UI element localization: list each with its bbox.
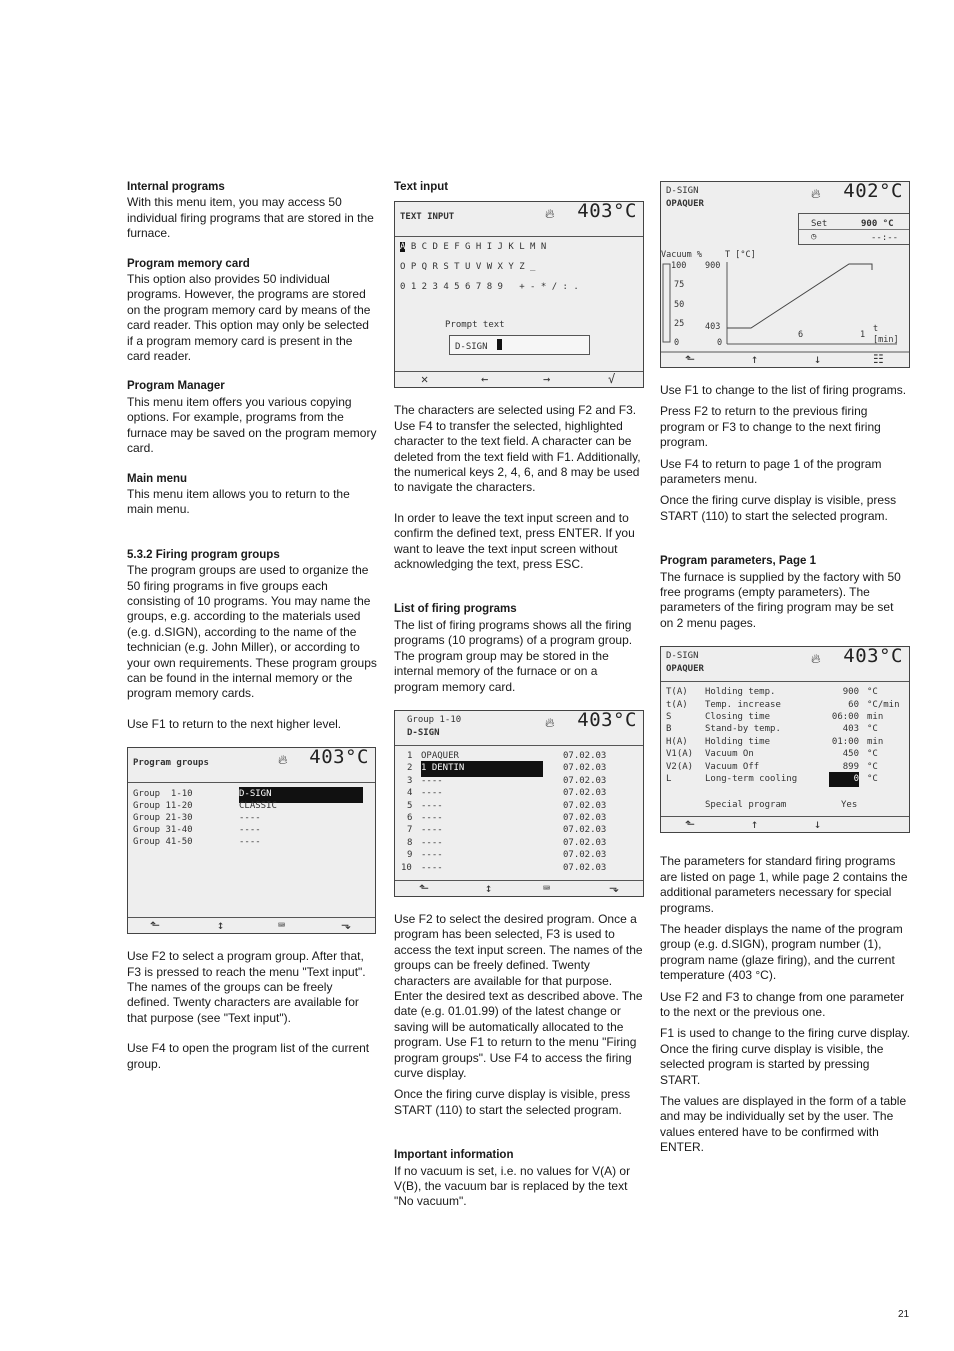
program-number: 10 <box>401 862 412 873</box>
group-label: Group 21-30 <box>133 813 193 824</box>
parameter-label: Holding temp. <box>705 687 776 698</box>
heading-firing-program-groups: 5.3.2 Firing program groups <box>127 548 280 561</box>
parameter-label: Vacuum On <box>705 749 754 760</box>
prompt-label <box>445 318 505 333</box>
program-date: 07.02.03 <box>563 750 607 761</box>
temp-tick-0: 0 <box>717 338 723 348</box>
set-label: Set <box>811 219 828 229</box>
temperature-readout: 402°C <box>843 181 903 202</box>
group-value-text: ---- <box>239 825 261 836</box>
parameter-unit: °C <box>867 761 878 772</box>
program-name: ---- <box>421 850 443 861</box>
parameter-value: 01:00 <box>831 736 859 747</box>
text-cursor <box>497 339 502 350</box>
program-name: ---- <box>421 837 443 848</box>
parameter-row[interactable] <box>661 685 909 697</box>
parameter-code: t(A) <box>666 699 688 710</box>
text-f2-f3-navigate: Press F2 to return to the previous firing program or F3 to change to the next firing program. <box>660 404 881 450</box>
parameter-value-selected: 0 <box>829 772 859 787</box>
column-left <box>127 180 377 1072</box>
selected-char[interactable]: A <box>400 242 406 253</box>
char-row-digits[interactable] <box>400 280 579 295</box>
return-icon[interactable]: ⬑ <box>150 918 161 933</box>
screen-title: Program groups <box>133 758 209 769</box>
text-f1-return: Use F1 to return to the next higher level. <box>127 716 342 731</box>
program-number: 7 <box>407 825 413 836</box>
delete-icon[interactable]: ✕ <box>421 372 429 387</box>
return-icon[interactable]: ⬑ <box>685 817 696 832</box>
parameter-value: 60 <box>848 699 859 710</box>
parameter-value: 403 <box>842 724 859 735</box>
return-icon[interactable]: ⬑ <box>419 880 430 895</box>
group-value-text: ---- <box>239 813 261 824</box>
parameter-row[interactable] <box>661 747 909 759</box>
program-date: 07.02.03 <box>563 775 607 786</box>
group-value-text: CLASSIC <box>239 801 277 812</box>
return-icon[interactable]: ⬑ <box>685 352 696 366</box>
program-row[interactable] <box>395 761 643 773</box>
flame-icon: 🔥︎ <box>811 652 821 668</box>
parameter-label: Closing time <box>705 712 771 723</box>
char-row-letters-2[interactable] <box>400 260 535 275</box>
text-pages-description: The parameters for standard firing programs are listed on page 1, while page 2 contains the additional parameters necessary for special programs. <box>660 854 908 915</box>
parameter-row[interactable] <box>661 772 909 784</box>
parameter-unit: min <box>867 712 884 723</box>
parameter-row[interactable] <box>661 722 909 734</box>
arrow-down-icon[interactable]: ↓ <box>814 352 822 366</box>
program-name: OPAQUER <box>421 750 459 761</box>
screen-program-groups <box>127 747 376 934</box>
parameter-value: 899 <box>842 761 859 772</box>
program-name: OPAQUER <box>666 199 704 209</box>
parameter-code: L <box>666 774 672 785</box>
prompt-text: Prompt text <box>445 320 505 331</box>
heading-important-information: Important information <box>394 1149 514 1162</box>
text-important-information: If no vacuum is set, i.e. no values for V(A) or V(B), the vacuum bar is replaced by the text "No vacuum". <box>394 1163 631 1209</box>
char-row-text: O P Q R S T U V W X Y Z _ <box>400 262 536 273</box>
text-field[interactable] <box>449 335 590 355</box>
clock-icon: ◷ <box>811 232 817 242</box>
program-row[interactable] <box>395 749 643 761</box>
heading-main-menu: Main menu <box>127 472 188 485</box>
program-number: 4 <box>407 788 413 799</box>
program-name: ---- <box>421 800 443 811</box>
heading-internal-programs: Internal programs <box>127 181 225 193</box>
program-row[interactable] <box>395 811 643 823</box>
group-value: D-SIGN <box>239 789 272 800</box>
check-icon[interactable]: √ <box>608 372 616 387</box>
up-down-icon[interactable]: ↕ <box>217 918 225 933</box>
text-leave-input: In order to leave the text input screen and to confirm the defined text, press ENTER. If you want to leave the text input screen without acknowledging the text, press ESC. <box>394 510 635 572</box>
list-icon[interactable]: ☷ <box>873 352 884 366</box>
arrow-right-icon[interactable]: → <box>543 372 551 387</box>
parameter-code: V2(A) <box>666 761 694 772</box>
text-f1-list: Use F1 to change to the list of firing programs. <box>660 383 907 397</box>
program-name: 1 DENTIN <box>421 761 543 776</box>
text-change-parameter: Use F2 and F3 to change from one parameter to the next or the previous one. <box>660 989 905 1019</box>
page-number: 21 <box>898 1309 910 1320</box>
text-select-group: Use F2 to select a program group. After that, F3 is pressed to reach the menu "Text input". The names of the groups can be freely defined. Twenty characters are available for that purpose (see "Text input"). <box>127 949 366 1025</box>
temp-tick-403: 403 <box>705 322 721 332</box>
parameter-row[interactable] <box>661 698 909 710</box>
screen-header <box>128 748 375 783</box>
parameter-unit: °C <box>867 687 878 698</box>
program-row[interactable] <box>395 774 643 786</box>
program-row[interactable] <box>395 799 643 811</box>
keyboard-icon[interactable]: ⌨ <box>543 880 551 895</box>
flame-icon: 🔥︎ <box>545 207 555 223</box>
function-key-bar <box>661 352 909 367</box>
parameter-value: 450 <box>842 749 859 760</box>
program-row[interactable] <box>395 861 643 873</box>
parameter-row[interactable] <box>661 735 909 747</box>
program-row[interactable] <box>395 786 643 798</box>
keyboard-icon[interactable]: ⌨ <box>278 918 286 933</box>
text-start-program: Once the firing curve display is visible, press START (110) to start the selected program. <box>394 1087 631 1117</box>
program-date: 07.02.03 <box>563 850 607 861</box>
char-row-letters-1[interactable] <box>400 240 546 255</box>
program-name: ---- <box>421 788 443 799</box>
function-key-bar <box>661 816 909 832</box>
text-open-program-list: Use F4 to open the program list of the current group. <box>127 1041 370 1071</box>
text-field-value: D-SIGN <box>455 342 488 353</box>
screen-text-input <box>394 201 644 388</box>
screen-firing-curve <box>660 181 910 368</box>
program-name: OPAQUER <box>666 664 704 675</box>
program-date: 07.02.03 <box>563 862 607 873</box>
vac-tick-25: 25 <box>674 319 685 329</box>
temp-axis-label: T [°C] <box>725 250 756 260</box>
screen-header <box>661 647 909 682</box>
program-name: ---- <box>421 775 443 786</box>
temperature-readout: 403°C <box>577 709 637 731</box>
column-middle <box>394 180 644 1210</box>
vacuum-bar <box>663 264 670 342</box>
vac-tick-50: 50 <box>674 300 685 310</box>
program-name: ---- <box>421 862 443 873</box>
screen-header <box>395 711 643 746</box>
arrow-left-icon[interactable]: ← <box>481 372 489 387</box>
parameter-code: B <box>666 724 672 735</box>
parameter-unit: °C/min <box>867 699 900 710</box>
program-name: ---- <box>421 812 443 823</box>
firing-curve-line <box>727 264 872 328</box>
char-row-text: B C D E F G H I J K L M N <box>405 242 547 253</box>
column-right <box>660 181 910 1156</box>
program-name: ---- <box>421 825 443 836</box>
text-header-description: The header displays the name of the program group (e.g. d.SIGN), program number (1), program name (glaze firing), and the current temperature (403 °C). <box>660 921 903 983</box>
parameter-label: Stand-by temp. <box>705 724 781 735</box>
program-number: 9 <box>407 850 413 861</box>
group-value-text: ---- <box>239 837 261 848</box>
text-start-curve: Once the firing curve display is visible, press START (110) to start the selected program. <box>660 493 897 523</box>
enter-icon[interactable]: ⬎ <box>341 918 352 933</box>
parameter-code: H(A) <box>666 736 688 747</box>
time-tick-6: 6 <box>798 330 804 340</box>
time-value: --:-- <box>871 233 899 243</box>
program-number: 5 <box>407 800 413 811</box>
arrow-up-icon[interactable]: ↑ <box>751 352 759 366</box>
group-label: Group 1-10 <box>133 789 193 800</box>
text-program-memory-card: This option also provides 50 individual programs. However, the programs are stored on the program memory card by means of the card reader. This option may only be selected if a program memory card is present in the card reader. <box>127 272 371 364</box>
vac-tick-75: 75 <box>674 280 685 290</box>
enter-icon[interactable]: ⬎ <box>609 880 620 895</box>
parameter-label: Holding time <box>705 736 771 747</box>
parameter-code: V1(A) <box>666 749 694 760</box>
arrow-down-icon[interactable]: ↓ <box>814 817 822 832</box>
parameter-value: 900 <box>842 687 859 698</box>
parameter-code: T(A) <box>666 687 688 698</box>
screen-program-list <box>394 710 644 897</box>
flame-icon: 🔥︎ <box>278 753 288 769</box>
set-value: 900 °C <box>861 219 894 229</box>
program-row[interactable] <box>395 823 643 835</box>
arrow-up-icon[interactable]: ↑ <box>751 817 759 832</box>
function-key-bar <box>395 880 643 896</box>
program-date: 07.02.03 <box>563 800 607 811</box>
parameter-unit: °C <box>867 774 878 785</box>
text-values-table: The values are displayed in the form of a table and may be individually set by the user. The values entered have to be confirmed with ENTER. <box>660 1093 907 1155</box>
temperature-readout: 403°C <box>577 201 637 223</box>
heading-list-of-firing-programs: List of firing programs <box>394 603 517 616</box>
program-date: 07.02.03 <box>563 788 607 799</box>
text-f4-page1: Use F4 to return to page 1 of the program parameters menu. <box>660 456 882 487</box>
program-date: 07.02.03 <box>563 812 607 823</box>
group-name: Group 1-10 <box>407 714 462 725</box>
up-down-icon[interactable]: ↕ <box>485 880 493 895</box>
function-key-bar <box>395 371 643 387</box>
time-axis-unit: [min] <box>873 335 899 345</box>
text-main-menu: This menu item allows you to return to the main menu. <box>127 486 350 517</box>
time-axis-t: t <box>873 324 879 334</box>
screen-program-parameters <box>660 646 910 833</box>
flame-icon: 🔥︎ <box>811 187 821 202</box>
program-number: 2 <box>407 763 413 774</box>
special-program-label: Special program <box>705 800 787 811</box>
parameter-unit: °C <box>867 724 878 735</box>
heading-text-input: Text input <box>394 181 449 193</box>
program-number: 3 <box>407 775 413 786</box>
firing-curve-plot <box>661 182 909 367</box>
parameter-value: 06:00 <box>831 712 859 723</box>
text-char-selection: The characters are selected using F2 and F3. Use F4 to transfer the selected, highlighted character to the text field. A character can be deleted from the text field with F1. Additionally, the numerical keys 2, 4, 6, and 8 may be used to navigate the characters. <box>394 403 641 495</box>
program-row[interactable] <box>395 836 643 848</box>
group-row[interactable] <box>133 835 193 850</box>
screen-header <box>395 202 643 237</box>
group-label: Group 31-40 <box>133 825 193 836</box>
vacuum-axis-label: Vacuum % <box>661 250 702 260</box>
program-row[interactable] <box>395 848 643 860</box>
parameter-label: Long-term cooling <box>705 774 798 785</box>
group-label: Group 41-50 <box>133 837 193 848</box>
parameter-row[interactable] <box>661 710 909 722</box>
text-select-program: Use F2 to select the desired program. Once a program has been selected, F3 is used to access the text input screen. The names of the groups can be freely defined. Twenty characters are available for that purpose. Enter the desired text as described above. The date (e.g. 01.01.99) of the latest change or saving will be automatically allocated to the program. Use F1 to return to the menu "Firing program groups". Use F4 to access the firing curve display. <box>394 911 643 1080</box>
group-name: D-SIGN <box>666 186 699 196</box>
text-program-parameters: The furnace is supplied by the factory with 50 free programs (empty parameters). The parameters of the firing program may be set on 2 menu pages. <box>660 569 901 630</box>
screen-title: TEXT INPUT <box>400 212 455 223</box>
parameter-row[interactable] <box>661 760 909 772</box>
program-number: 6 <box>407 812 413 823</box>
text-firing-program-groups: The program groups are used to organize the 50 firing programs in five groups each consisting of 10 programs. You may name the groups, e.g. according to the materials used (e.g. d.SIGN), according to the name of the technician (e.g. John Miller), or according to your own requirements. These program groups can be found in the internal memory or the program memory cards. <box>127 563 377 701</box>
program-number: 8 <box>407 837 413 848</box>
char-row-text: 0 1 2 3 4 5 6 7 8 9 + - * / : . <box>400 282 579 293</box>
group-value[interactable] <box>239 835 261 850</box>
group-label: Group 11-20 <box>133 801 193 812</box>
vac-tick-0: 0 <box>674 338 680 348</box>
heading-program-memory-card: Program memory card <box>127 257 250 270</box>
parameter-label: Vacuum Off <box>705 761 760 772</box>
temperature-readout: 403°C <box>309 747 369 769</box>
special-program-value[interactable]: Yes <box>841 800 858 811</box>
flame-icon: 🔥︎ <box>545 715 555 731</box>
group-name: D-SIGN <box>666 651 699 662</box>
temperature-readout: 403°C <box>843 646 903 668</box>
parameter-code: S <box>666 712 672 723</box>
program-date: 07.02.03 <box>563 825 607 836</box>
time-tick-1: 1 <box>860 330 866 340</box>
text-program-manager: This menu item offers you various copying options. For example, programs from the furnace may be saved on the program memory card. <box>127 394 377 456</box>
program-number: 1 <box>407 750 413 761</box>
text-f1-curve: F1 is used to change to the firing curve display. Once the firing curve display is visible, the selected program is started by pressing START. <box>660 1026 910 1087</box>
heading-program-parameters: Program parameters, Page 1 <box>660 555 816 568</box>
parameter-unit: min <box>867 736 884 747</box>
temp-tick-900: 900 <box>705 261 721 271</box>
heading-program-manager: Program Manager <box>127 380 225 393</box>
program-date: 07.02.03 <box>563 763 607 774</box>
parameter-unit: °C <box>867 749 878 760</box>
text-internal-programs: With this menu item, you may access 50 individual firing programs that are stored in the furnace. <box>127 195 374 241</box>
vac-tick-100: 100 <box>671 261 687 271</box>
group-title: D-SIGN <box>407 727 440 738</box>
function-key-bar <box>128 917 375 933</box>
parameter-label: Temp. increase <box>705 699 781 710</box>
text-list-of-firing-programs: The list of firing programs shows all the firing programs (10 programs) of a program group. The program group may be stored in the internal memory of the furnace or on a program memory card. <box>394 617 633 694</box>
program-date: 07.02.03 <box>563 837 607 848</box>
